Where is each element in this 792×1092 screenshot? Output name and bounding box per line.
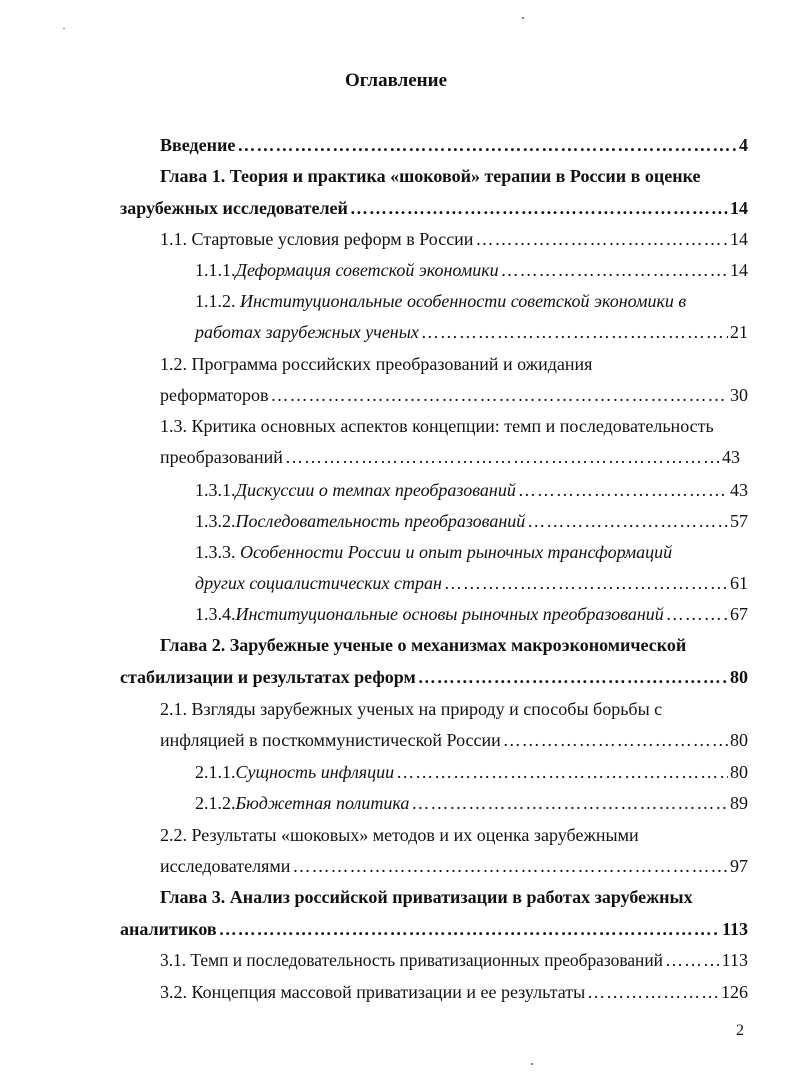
toc-entry-2-1-line-1: 2.1. Взгляды зарубежных ученых на природу и способы борьбы с	[160, 699, 663, 719]
toc-entry-chapter-2-line-1: Глава 2. Зарубежные ученые о механизмах макроэкономической	[160, 635, 687, 655]
leader-dots	[237, 133, 737, 157]
toc-page-number: 57	[730, 511, 748, 531]
leader-dots	[219, 917, 720, 941]
toc-entry-2-1-2	[195, 791, 748, 815]
toc-entry-title: Бюджетная политика	[235, 793, 410, 813]
toc-entry-1-3	[160, 445, 740, 469]
leader-dots	[444, 571, 728, 595]
toc-entry-title: реформаторов	[160, 385, 269, 405]
leader-dots	[418, 665, 728, 689]
toc-entry-number: 2.1.1.	[195, 762, 236, 782]
toc-page-number: 126	[721, 982, 748, 1002]
toc-entry-1-3-2	[195, 509, 748, 533]
toc-entry-3-2	[160, 980, 748, 1004]
toc-entry-title: Особенности России и опыт рыночных трансформаций	[240, 542, 673, 562]
toc-entry-title: 3.2. Концепция массовой приватизации и ее результаты	[160, 982, 586, 1002]
toc-entry-title: Введение	[160, 135, 236, 155]
toc-entry-number: 1.3.4.	[195, 604, 236, 624]
toc-entry-title: преобразований	[160, 447, 283, 467]
toc-entry-number: 1.3.2.	[195, 511, 236, 531]
toc-page-number: 61	[730, 573, 748, 593]
leader-dots	[396, 760, 728, 784]
toc-page-number: 43	[730, 480, 748, 500]
toc-entry-1-1-2	[195, 320, 748, 344]
toc-entry-number: 1.3.3.	[195, 542, 240, 562]
toc-entry-title: исследователями	[160, 856, 291, 876]
toc-entry-title: Последовательность преобразований	[235, 511, 526, 531]
leader-dots	[271, 383, 728, 407]
toc-entry-3-1	[160, 948, 748, 972]
toc-entry-intro	[160, 133, 748, 157]
leader-dots	[350, 196, 728, 220]
leader-dots	[501, 258, 728, 282]
toc-entry-title: других социалистических стран	[195, 573, 442, 593]
leader-dots	[665, 948, 720, 972]
leader-dots	[666, 602, 728, 626]
toc-entry-title: 1.1. Стартовые условия реформ в России	[160, 229, 474, 249]
toc-entry-2-2	[160, 854, 748, 878]
leader-dots	[421, 320, 728, 344]
toc-entry-title: 3.1. Темп и последовательность приватизационных преобразований	[160, 950, 663, 970]
toc-page-number: 43	[722, 447, 740, 467]
toc-entry-title: Сущность инфляции	[235, 762, 395, 782]
scan-speck	[531, 1063, 533, 1065]
leader-dots	[475, 227, 728, 251]
toc-entry-1-1	[160, 227, 748, 251]
toc-entry-chapter-3-line-1: Глава 3. Анализ российской приватизации в работах зарубежных	[160, 887, 693, 907]
toc-entry-title: зарубежных исследователей	[120, 198, 348, 218]
toc-entry-2-1-1	[195, 760, 748, 784]
toc-entry-title: стабилизации и результатах реформ	[120, 667, 416, 687]
toc-page-number: 113	[721, 919, 748, 939]
toc-entry-1-3-1	[195, 478, 748, 502]
toc-entry-chapter-2	[120, 665, 748, 689]
leader-dots	[503, 728, 728, 752]
toc-entry-chapter-1	[120, 196, 748, 220]
toc-entry-title: Институциональные основы рыночных преобразований	[235, 604, 664, 624]
toc-entry-title: работах зарубежных ученых	[195, 322, 419, 342]
toc-page-number: 80	[730, 730, 748, 750]
scan-speck	[63, 28, 65, 29]
toc-page-number: 80	[730, 667, 748, 687]
toc-entry-title: Институциональные особенности советской экономики в	[240, 291, 687, 311]
toc-entry-1-3-4	[195, 602, 748, 626]
toc-entry-number: 1.1.2.	[195, 291, 240, 311]
toc-entry-chapter-3	[120, 917, 748, 941]
toc-entry-number: 1.3.1.	[195, 480, 236, 500]
toc-entry-chapter-1-line-1: Глава 1. Теория и практика «шоковой» терапии в России в оценке	[160, 166, 701, 186]
toc-entry-1-1-2-line-1	[195, 289, 686, 313]
toc-entry-title: аналитиков	[120, 919, 217, 939]
toc-entry-number: 1.1.1.	[195, 260, 236, 280]
scan-speck	[522, 17, 524, 19]
toc-entry-1-2-line-1: 1.2. Программа российских преобразований и ожидания	[160, 354, 593, 374]
toc-heading: Оглавление	[344, 70, 448, 91]
leader-dots	[527, 509, 728, 533]
toc-page-number: 97	[730, 856, 748, 876]
leader-dots	[285, 445, 720, 469]
leader-dots	[518, 478, 728, 502]
toc-entry-1-3-line-1: 1.3. Критика основных аспектов концепции: темп и последовательность	[160, 416, 714, 436]
toc-entry-1-2	[160, 383, 748, 407]
toc-entry-number: 2.1.2.	[195, 793, 236, 813]
toc-page-number: 14	[730, 260, 748, 280]
toc-page-number: 4	[739, 135, 748, 155]
toc-entry-1-3-3	[195, 571, 748, 595]
toc-page-number: 113	[721, 950, 748, 970]
leader-dots	[587, 980, 719, 1004]
toc-page-number: 67	[730, 604, 748, 624]
toc-entry-1-3-3-line-1	[195, 540, 672, 564]
toc-entry-2-2-line-1: 2.2. Результаты «шоковых» методов и их оценка зарубежными	[160, 825, 639, 845]
page-number: 2	[736, 1022, 744, 1039]
leader-dots	[411, 791, 728, 815]
toc-page-number: 14	[730, 229, 748, 249]
toc-page-number: 30	[730, 385, 748, 405]
toc-entry-title: Деформация советской экономики	[235, 260, 499, 280]
toc-entry-2-1	[160, 728, 748, 752]
toc-page-number: 14	[730, 198, 748, 218]
toc-page-number: 21	[730, 322, 748, 342]
toc-entry-title: инфляцией в посткоммунистической России	[160, 730, 501, 750]
leader-dots	[292, 854, 728, 878]
toc-entry-title: Дискуссии о темпах преобразований	[235, 480, 516, 500]
toc-page-number: 89	[730, 793, 748, 813]
toc-entry-1-1-1	[195, 258, 748, 282]
toc-page-number: 80	[730, 762, 748, 782]
